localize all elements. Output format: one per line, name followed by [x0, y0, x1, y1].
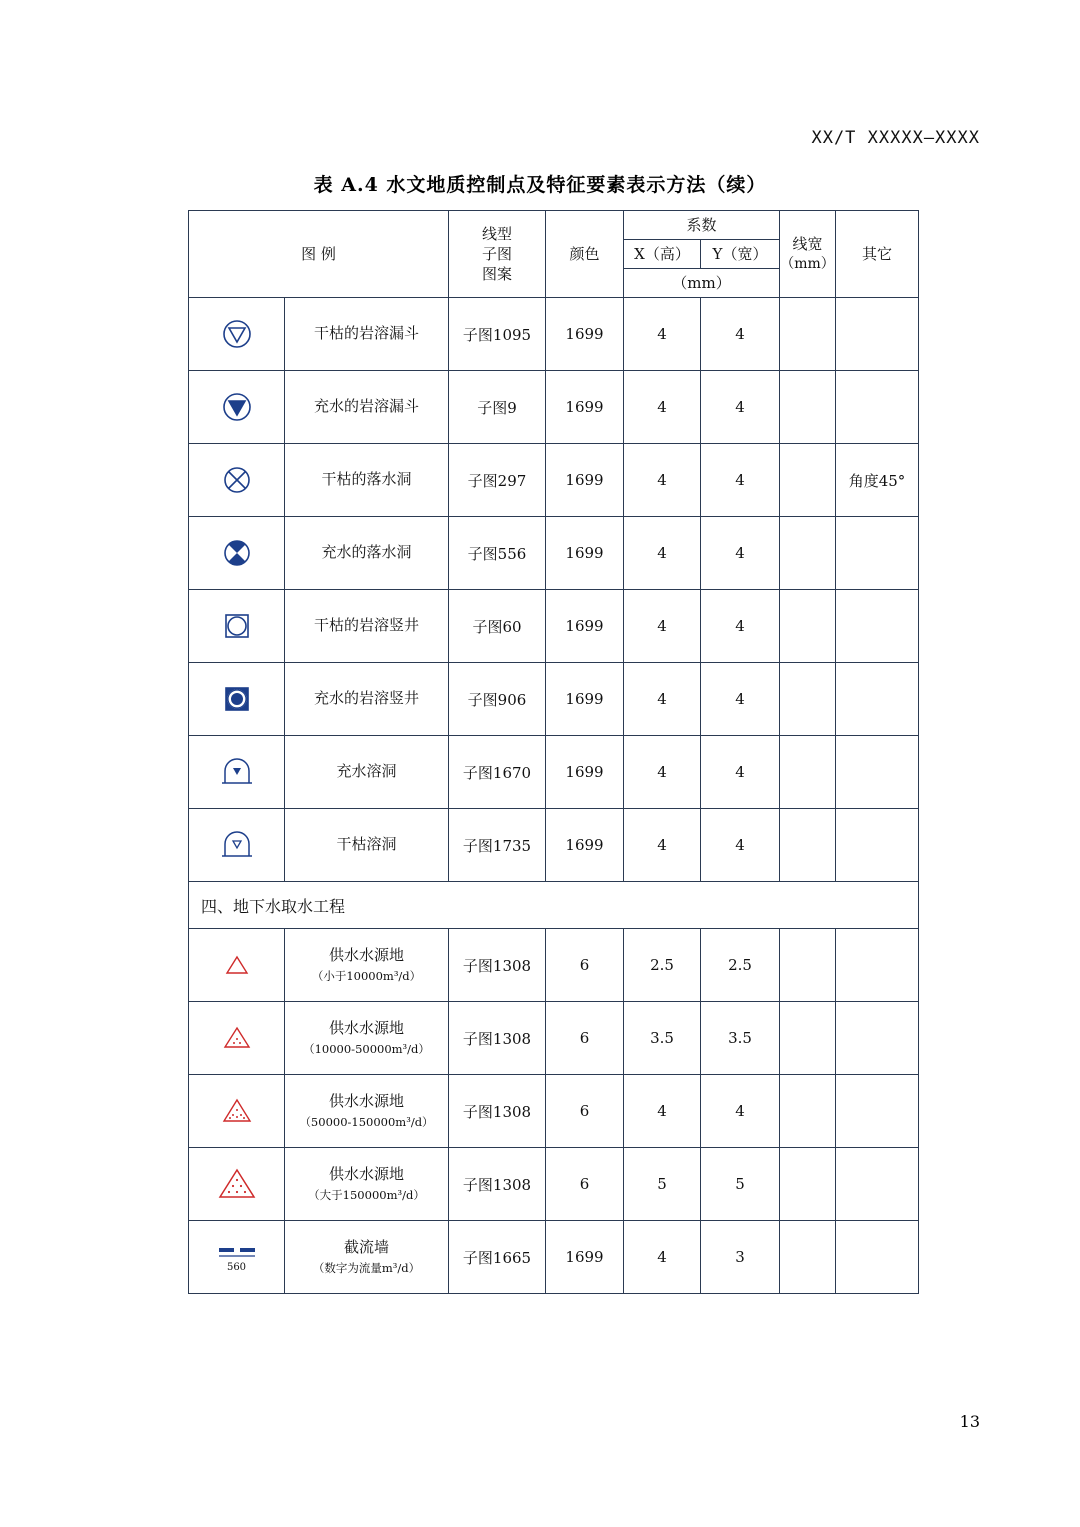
y-cell: 4 — [701, 1075, 780, 1148]
legend-name: 供水水源地 — [328, 1165, 404, 1184]
y-cell: 2.5 — [701, 929, 780, 1002]
color-cell: 1699 — [546, 736, 624, 809]
water-source-medium-icon — [189, 1002, 284, 1074]
legend-name-sub: （小于10000m³/d） — [311, 968, 422, 983]
table-row — [189, 444, 919, 517]
x-cell: 4 — [624, 809, 701, 882]
subpattern-cell: 子图9 — [449, 371, 546, 444]
legend-name: 供水水源地 — [328, 1092, 404, 1111]
water-source-small-icon — [189, 929, 284, 1001]
subpattern-cell: 子图1735 — [449, 809, 546, 882]
symbol-cell — [189, 590, 285, 663]
other-cell — [836, 298, 919, 371]
cutoff-wall-icon-label: 560 — [226, 1261, 247, 1273]
table-row — [189, 663, 919, 736]
table-row — [189, 1148, 919, 1221]
other-cell: 角度45° — [836, 444, 919, 517]
other-cell — [836, 371, 919, 444]
legend-table — [188, 210, 919, 1294]
header-color: 颜色 — [546, 211, 624, 298]
legend-name: 干枯溶洞 — [336, 835, 397, 854]
subpattern-cell: 子图906 — [449, 663, 546, 736]
other-cell — [836, 1221, 919, 1294]
symbol-cell — [189, 809, 285, 882]
subpattern-cell: 子图1308 — [449, 1148, 546, 1221]
name-cell — [285, 929, 449, 1002]
y-cell: 4 — [701, 444, 780, 517]
symbol-cell — [189, 929, 285, 1002]
x-cell: 4 — [624, 517, 701, 590]
standard-code-header: XX/T XXXXX—XXXX — [811, 128, 980, 148]
linewidth-cell — [780, 371, 836, 444]
name-cell — [285, 371, 449, 444]
name-cell — [285, 663, 449, 736]
legend-name: 充水的落水洞 — [321, 543, 412, 562]
group-heading-cell: 四、地下水取水工程 — [189, 882, 919, 929]
name-cell — [285, 809, 449, 882]
table-row — [189, 1221, 919, 1294]
y-cell: 3 — [701, 1221, 780, 1294]
legend-name-sub: （大于150000m³/d） — [308, 1187, 425, 1202]
dry-karst-shaft-icon — [189, 590, 284, 662]
symbol-cell — [189, 1002, 285, 1075]
header-other: 其它 — [836, 211, 919, 298]
header-x: X（高） — [624, 240, 701, 269]
linewidth-cell — [780, 1148, 836, 1221]
other-cell — [836, 1002, 919, 1075]
legend-name-sub: （数字为流量m³/d） — [312, 1260, 421, 1275]
x-cell: 4 — [624, 371, 701, 444]
table-header-row — [189, 211, 919, 240]
name-cell — [285, 1002, 449, 1075]
cutoff-wall-icon — [189, 1221, 284, 1293]
header-symbol: 图 例 — [189, 211, 449, 298]
subpattern-cell: 子图556 — [449, 517, 546, 590]
linewidth-cell — [780, 517, 836, 590]
subpattern-cell: 子图297 — [449, 444, 546, 517]
x-cell: 4 — [624, 1075, 701, 1148]
linewidth-cell — [780, 298, 836, 371]
symbol-cell — [189, 371, 285, 444]
water-filled-karst-shaft-icon — [189, 663, 284, 735]
y-cell: 4 — [701, 809, 780, 882]
linewidth-cell — [780, 590, 836, 663]
y-cell: 4 — [701, 736, 780, 809]
other-cell — [836, 590, 919, 663]
subpattern-cell: 子图1665 — [449, 1221, 546, 1294]
table-row — [189, 1075, 919, 1148]
other-cell — [836, 1075, 919, 1148]
water-filled-karst-funnel-icon — [189, 371, 284, 443]
header-subpattern-line3: 图案 — [481, 265, 512, 284]
y-cell: 4 — [701, 371, 780, 444]
symbol-cell — [189, 1148, 285, 1221]
water-filled-sinkhole-icon — [189, 517, 284, 589]
header-coefficient: 系数 — [624, 211, 780, 240]
linewidth-cell — [780, 1221, 836, 1294]
symbol-cell — [189, 517, 285, 590]
x-cell: 4 — [624, 736, 701, 809]
header-subpattern — [449, 211, 546, 298]
table-row — [189, 298, 919, 371]
color-cell: 1699 — [546, 1221, 624, 1294]
other-cell — [836, 663, 919, 736]
legend-name: 干枯的落水洞 — [321, 470, 412, 489]
legend-name: 截流墙 — [343, 1238, 389, 1257]
linewidth-cell — [780, 736, 836, 809]
header-linewidth-line1: 线宽 — [792, 235, 823, 254]
header-linewidth-line2: （mm） — [780, 255, 835, 272]
color-cell: 1699 — [546, 663, 624, 736]
color-cell: 1699 — [546, 371, 624, 444]
symbol-cell — [189, 663, 285, 736]
symbol-cell — [189, 736, 285, 809]
other-cell — [836, 1148, 919, 1221]
name-cell — [285, 1148, 449, 1221]
name-cell — [285, 590, 449, 663]
color-cell: 1699 — [546, 444, 624, 517]
legend-name: 充水的岩溶漏斗 — [313, 397, 419, 416]
other-cell — [836, 736, 919, 809]
linewidth-cell — [780, 1075, 836, 1148]
symbol-cell — [189, 1221, 285, 1294]
header-subpattern-line1: 线型 — [481, 224, 512, 243]
subpattern-cell: 子图1308 — [449, 1002, 546, 1075]
legend-name: 干枯的岩溶竖井 — [313, 616, 419, 635]
name-cell — [285, 736, 449, 809]
symbol-cell — [189, 298, 285, 371]
table-row — [189, 590, 919, 663]
color-cell: 6 — [546, 929, 624, 1002]
table-title: 表 A.4 水文地质控制点及特征要素表示方法（续） — [313, 174, 767, 196]
header-coefficient-unit: （mm） — [624, 269, 780, 298]
header-linewidth — [780, 211, 836, 298]
linewidth-cell — [780, 444, 836, 517]
water-source-xlarge-icon — [189, 1148, 284, 1220]
dry-sinkhole-icon — [189, 444, 284, 516]
table-row — [189, 1002, 919, 1075]
symbol-cell — [189, 444, 285, 517]
name-cell — [285, 517, 449, 590]
color-cell: 6 — [546, 1148, 624, 1221]
linewidth-cell — [780, 1002, 836, 1075]
legend-name-sub: （50000-150000m³/d） — [299, 1114, 434, 1129]
y-cell: 4 — [701, 298, 780, 371]
y-cell: 3.5 — [701, 1002, 780, 1075]
name-cell — [285, 298, 449, 371]
x-cell: 4 — [624, 444, 701, 517]
table-row — [189, 809, 919, 882]
header-y: Y（宽） — [701, 240, 780, 269]
legend-name-sub: （10000-50000m³/d） — [303, 1041, 430, 1056]
legend-name: 供水水源地 — [328, 946, 404, 965]
x-cell: 4 — [624, 663, 701, 736]
other-cell — [836, 517, 919, 590]
x-cell: 4 — [624, 1221, 701, 1294]
x-cell: 4 — [624, 590, 701, 663]
y-cell: 4 — [701, 663, 780, 736]
table-row — [189, 517, 919, 590]
color-cell: 6 — [546, 1075, 624, 1148]
legend-name: 干枯的岩溶漏斗 — [313, 324, 419, 343]
color-cell: 6 — [546, 1002, 624, 1075]
subpattern-cell: 子图1308 — [449, 929, 546, 1002]
subpattern-cell: 子图60 — [449, 590, 546, 663]
dry-karst-funnel-icon — [189, 298, 284, 370]
color-cell: 1699 — [546, 809, 624, 882]
color-cell: 1699 — [546, 298, 624, 371]
header-subpattern-line2: 子图 — [481, 244, 512, 263]
name-cell — [285, 1221, 449, 1294]
legend-name: 供水水源地 — [328, 1019, 404, 1038]
water-filled-cave-icon — [189, 736, 284, 808]
table-group-heading-row — [189, 882, 919, 929]
x-cell: 3.5 — [624, 1002, 701, 1075]
x-cell: 4 — [624, 298, 701, 371]
page-number: 13 — [959, 1412, 980, 1431]
y-cell: 4 — [701, 517, 780, 590]
linewidth-cell — [780, 809, 836, 882]
linewidth-cell — [780, 929, 836, 1002]
legend-name: 充水溶洞 — [336, 762, 397, 781]
water-source-large-icon — [189, 1075, 284, 1147]
dry-cave-icon — [189, 809, 284, 881]
symbol-cell — [189, 1075, 285, 1148]
y-cell: 4 — [701, 590, 780, 663]
other-cell — [836, 809, 919, 882]
color-cell: 1699 — [546, 590, 624, 663]
table-row — [189, 929, 919, 1002]
subpattern-cell: 子图1308 — [449, 1075, 546, 1148]
other-cell — [836, 929, 919, 1002]
y-cell: 5 — [701, 1148, 780, 1221]
subpattern-cell: 子图1670 — [449, 736, 546, 809]
name-cell — [285, 444, 449, 517]
table-row — [189, 371, 919, 444]
legend-name: 充水的岩溶竖井 — [313, 689, 419, 708]
table-row — [189, 736, 919, 809]
x-cell: 2.5 — [624, 929, 701, 1002]
x-cell: 5 — [624, 1148, 701, 1221]
linewidth-cell — [780, 663, 836, 736]
name-cell — [285, 1075, 449, 1148]
subpattern-cell: 子图1095 — [449, 298, 546, 371]
color-cell: 1699 — [546, 517, 624, 590]
